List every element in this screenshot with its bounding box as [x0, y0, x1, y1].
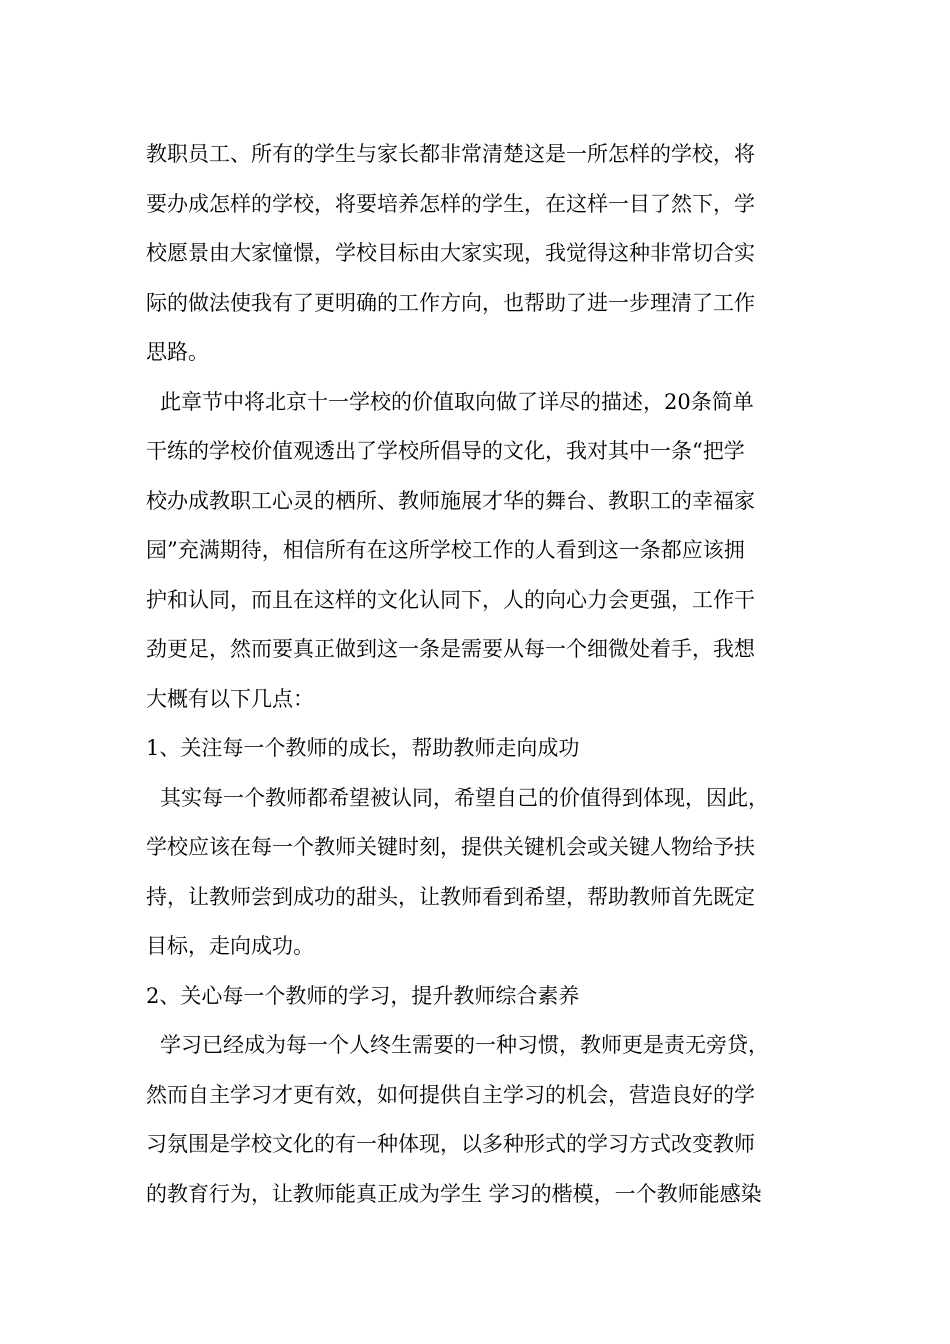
text-line: 园”充满期待，相信所有在这所学校工作的人看到这一条都应该拥 — [146, 538, 745, 562]
section-heading-1: 1、关注每一个教师的成长，帮助教师走向成功 — [146, 736, 580, 760]
paragraph-start-line: 学习已经成为每一个人终生需要的一种习惯，教师更是责无旁贷， — [160, 1033, 769, 1057]
text-line: 学校应该在每一个教师关键时刻，提供关键机会或关键人物给予扶 — [146, 835, 755, 859]
text-line: 劲更足，然而要真正做到这一条是需要从每一个细微处着手，我想 — [146, 637, 755, 661]
text-line: 目标，走向成功。 — [146, 934, 314, 958]
paragraph-start-line: 其实每一个教师都希望被认同，希望自己的价值得到体现，因此， — [160, 785, 769, 810]
text-line: 习氛围是学校文化的有一种体现，以多种形式的学习方式改变教师 — [146, 1132, 755, 1156]
text-line: 干练的学校价值观透出了学校所倡导的文化，我对其中一条“把学 — [146, 439, 745, 463]
text-line: 思路。 — [146, 340, 209, 364]
text-line: 的教育行为，让教师能真正成为学生 学习的楷模，一个教师能感染 — [146, 1181, 762, 1206]
paragraph-start-line: 此章节中将北京十一学校的价值取向做了详尽的描述，20条简单 — [160, 389, 754, 414]
text-line: 教职员工、所有的学生与家长都非常清楚这是一所怎样的学校，将 — [146, 142, 755, 166]
document-body — [146, 130, 826, 1219]
text-line: 校办成教职工心灵的栖所、教师施展才华的舞台、教职工的幸福家 — [146, 488, 755, 513]
text-line: 大概有以下几点： — [146, 686, 314, 711]
text-line: 要办成怎样的学校，将要培养怎样的学生，在这样一目了然下，学 — [146, 191, 755, 216]
text-line: 护和认同，而且在这样的文化认同下，人的向心力会更强，工作干 — [146, 587, 755, 612]
text-line: 校愿景由大家憧憬，学校目标由大家实现，我觉得这种非常切合实 — [146, 241, 755, 265]
text-line: 然而自主学习才更有效，如何提供自主学习的机会，营造良好的学 — [146, 1082, 755, 1107]
section-heading-2: 2、关心每一个教师的学习，提升教师综合素养 — [146, 983, 580, 1008]
text-line: 际的做法使我有了更明确的工作方向，也帮助了进一步理清了工作 — [146, 290, 755, 315]
text-line: 持，让教师尝到成功的甜头，让教师看到希望，帮助教师首先既定 — [146, 884, 755, 909]
